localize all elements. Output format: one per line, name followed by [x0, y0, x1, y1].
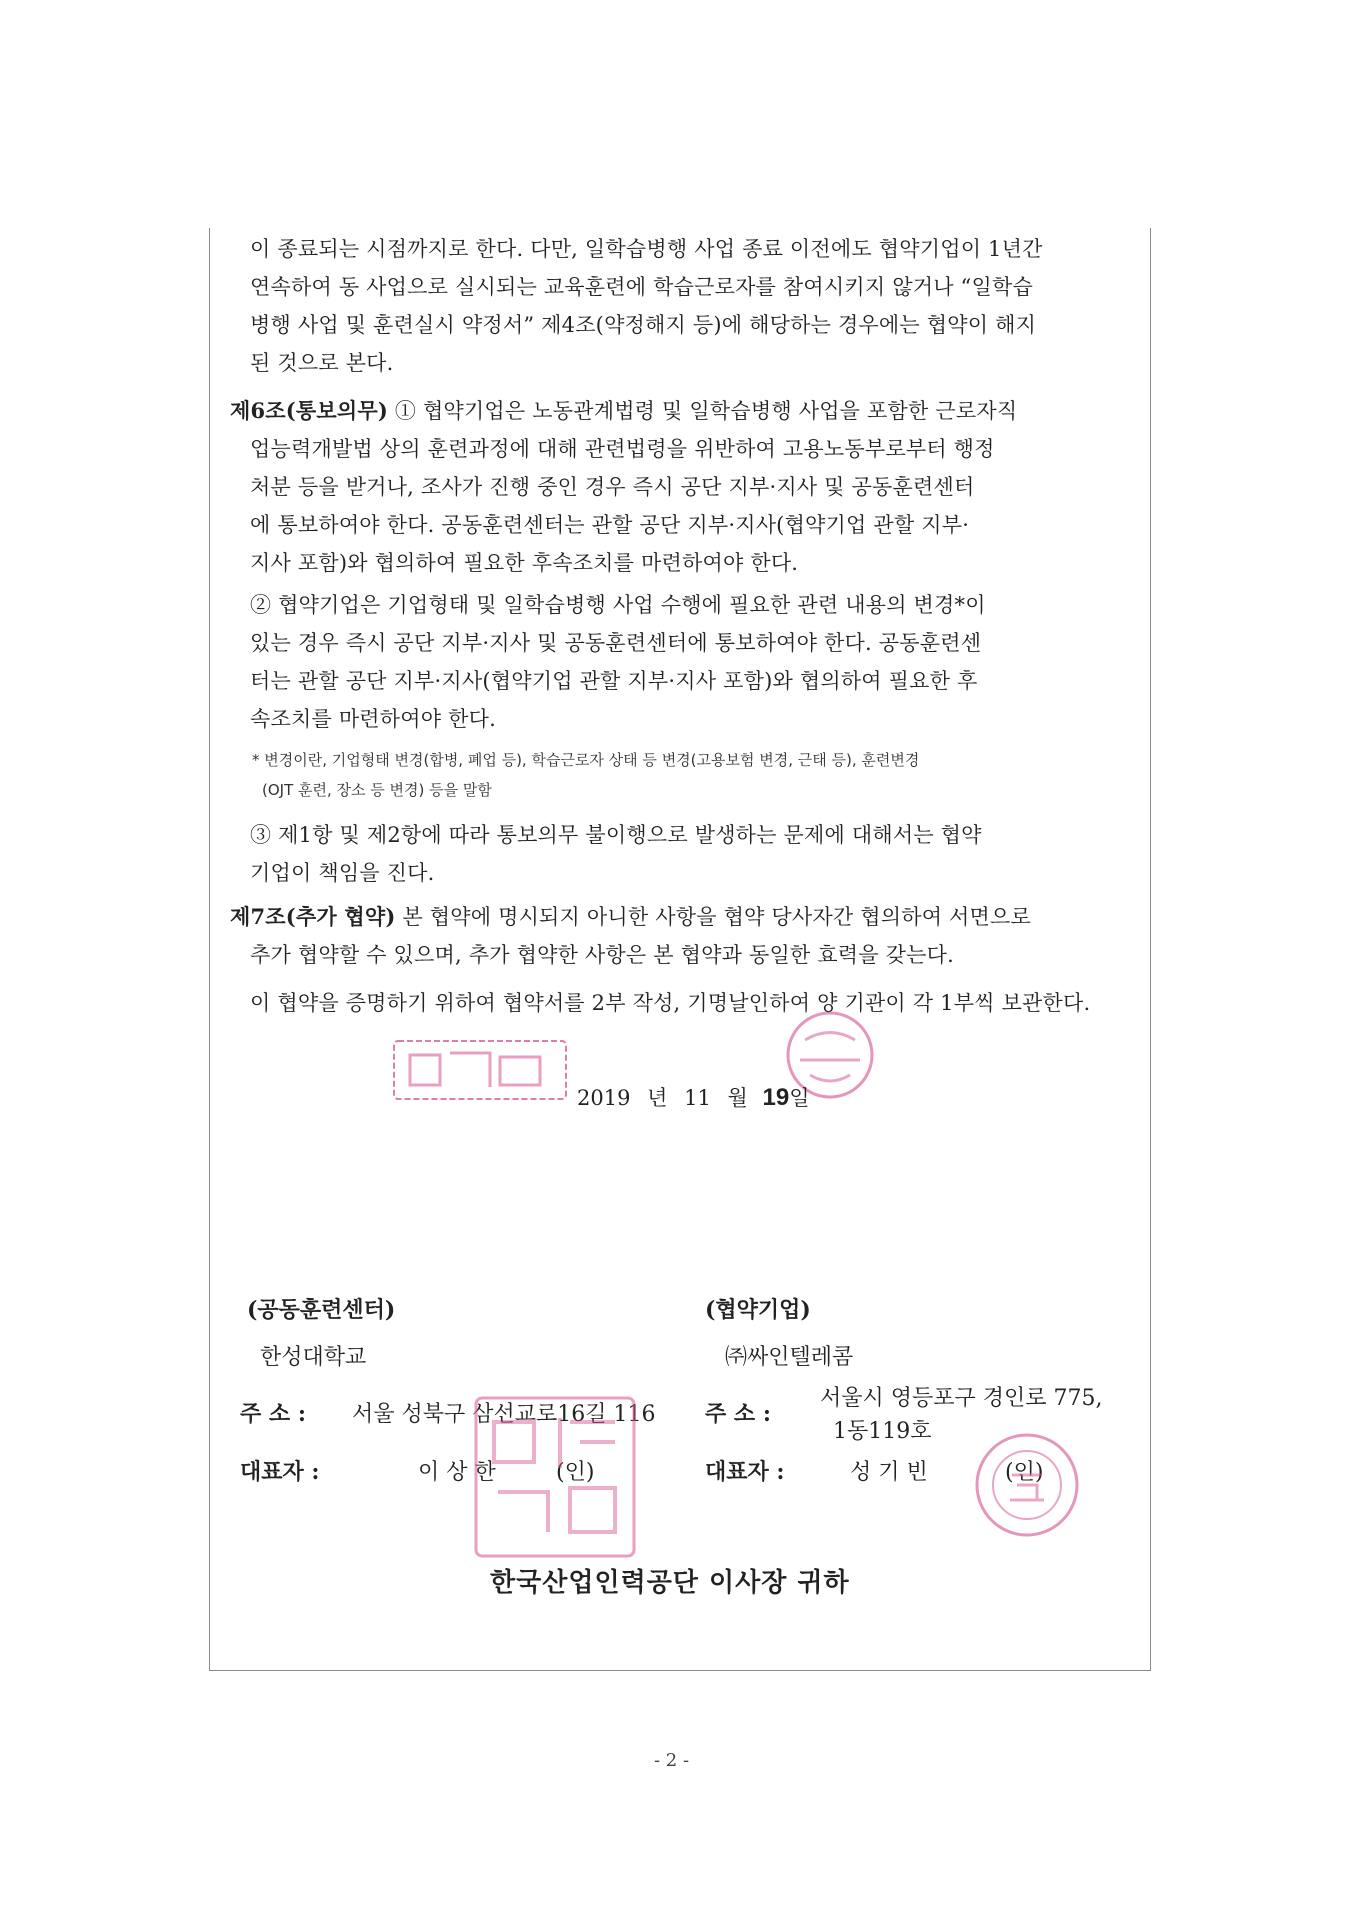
- left-address-label: 주 소 :: [240, 1401, 306, 1427]
- page-number: - 2 -: [654, 1750, 690, 1771]
- right-address-line1: 서울시 영등포구 경인로 775,: [820, 1386, 1103, 1411]
- text-line: ② 협약기업은 기업형태 및 일학습병행 사업 수행에 필요한 관련 내용의 변경*이: [250, 593, 986, 617]
- square-seal-icon: [470, 1392, 640, 1562]
- right-address-line2: 1동119호: [833, 1419, 932, 1444]
- left-rep-label: 대표자 :: [240, 1459, 320, 1485]
- date-year: 2019: [577, 1086, 631, 1110]
- right-seal-mark: (인): [1005, 1460, 1044, 1485]
- text-line: 이 종료되는 시점까지로 한다. 다만, 일학습병행 사업 종료 이전에도 협약기업이 1년간: [250, 237, 1043, 261]
- article-6-item1: [250, 430, 995, 582]
- article-6-heading-line: [230, 392, 1017, 430]
- text-line: 에 통보하여야 한다. 공동훈련센터는 관할 공단 지부·지사(협약기업 관할 지부·: [250, 513, 970, 537]
- date-month: 11: [684, 1086, 711, 1110]
- article-7-rest: 추가 협약할 수 있으며, 추가 협약한 사항은 본 협약과 동일한 효력을 갖는다.: [250, 943, 954, 967]
- text-line: 업능력개발법 상의 훈련과정에 대해 관련법령을 위반하여 고용노동부로부터 행정: [250, 437, 995, 461]
- article-6-item1-first: ① 협약기업은 노동관계법령 및 일학습병행 사업을 포함한 근로자직: [388, 399, 1018, 423]
- text-line: 된 것으로 본다.: [250, 351, 394, 375]
- date-month-unit: 월: [727, 1086, 748, 1110]
- article-6-title: 제6조(통보의무): [230, 398, 388, 423]
- right-rep-label: 대표자 :: [705, 1459, 785, 1485]
- text-line: 터는 관할 공단 지부·지사(협약기업 관할 지부·지사 포함)와 협의하여 필요한 후: [250, 669, 978, 693]
- round-company-seal-icon: [972, 1430, 1082, 1540]
- note-line: * 변경이란, 기업형태 변경(합병, 폐업 등), 학습근로자 상태 등 변경(고용보험 변경, 근태 등), 훈련변경: [252, 751, 920, 769]
- text-line: 처분 등을 받거나, 조사가 진행 중인 경우 즉시 공단 지부·지사 및 공동훈련센터: [250, 475, 975, 499]
- left-party-role: (공동훈련센터): [247, 1297, 396, 1323]
- text-line: 지사 포함)와 협의하여 필요한 후속조치를 마련하여야 한다.: [250, 551, 799, 575]
- text-line: 연속하여 동 사업으로 실시되는 교육훈련에 학습근로자를 참여시키지 않거나 “일학습: [250, 275, 1033, 299]
- closing-statement: 이 협약을 증명하기 위하여 협약서를 2부 작성, 기명날인하여 양 기관이 각 1부씩 보관한다.: [250, 991, 1091, 1015]
- right-address-label: 주 소 :: [705, 1401, 771, 1427]
- text-line: 있는 경우 즉시 공단 지부·지사 및 공동훈련센터에 통보하여야 한다. 공동훈련센: [250, 631, 982, 655]
- text-line: ③ 제1항 및 제2항에 따라 통보의무 불이행으로 발생하는 문제에 대해서는 협약: [250, 823, 982, 847]
- text-line: 기업이 책임을 진다.: [250, 861, 435, 885]
- text-line: 속조치를 마련하여야 한다.: [250, 707, 496, 731]
- right-party-role: (협약기업): [705, 1297, 811, 1323]
- article-6-item2: [250, 586, 986, 738]
- seal-stamp-icon: [390, 1035, 570, 1105]
- article-7-heading-line: [230, 898, 1031, 936]
- article-6-footnote: [252, 745, 919, 805]
- left-address: 서울 성북구 삼선교로16길 116: [352, 1402, 656, 1427]
- article-7-first: 본 협약에 명시되지 아니한 사항을 협약 당사자간 협의하여 서면으로: [395, 905, 1031, 929]
- left-party-org: 한성대학교: [260, 1345, 367, 1370]
- article-6-item3: [250, 816, 982, 892]
- agreement-date: [577, 1082, 810, 1112]
- right-party-org: ㈜싸인텔레콤: [725, 1345, 854, 1370]
- paragraph-termination: [250, 230, 1043, 382]
- left-seal-mark: (인): [556, 1460, 595, 1485]
- addressee: 한국산업인력공단 이사장 귀하: [490, 1568, 850, 1598]
- right-rep-name: 성 기 빈: [850, 1460, 928, 1485]
- date-year-unit: 년: [647, 1086, 668, 1110]
- note-line: (OJT 훈련, 장소 등 변경) 등을 말함: [262, 781, 492, 799]
- left-rep-name: 이 상 한: [418, 1460, 496, 1485]
- text-line: 병행 사업 및 훈련실시 약정서” 제4조(약정해지 등)에 해당하는 경우에는 협약이 해지: [250, 313, 1037, 337]
- article-7-title: 제7조(추가 협약): [230, 904, 396, 929]
- date-day: 19: [762, 1084, 790, 1111]
- date-day-unit: 일: [789, 1086, 810, 1110]
